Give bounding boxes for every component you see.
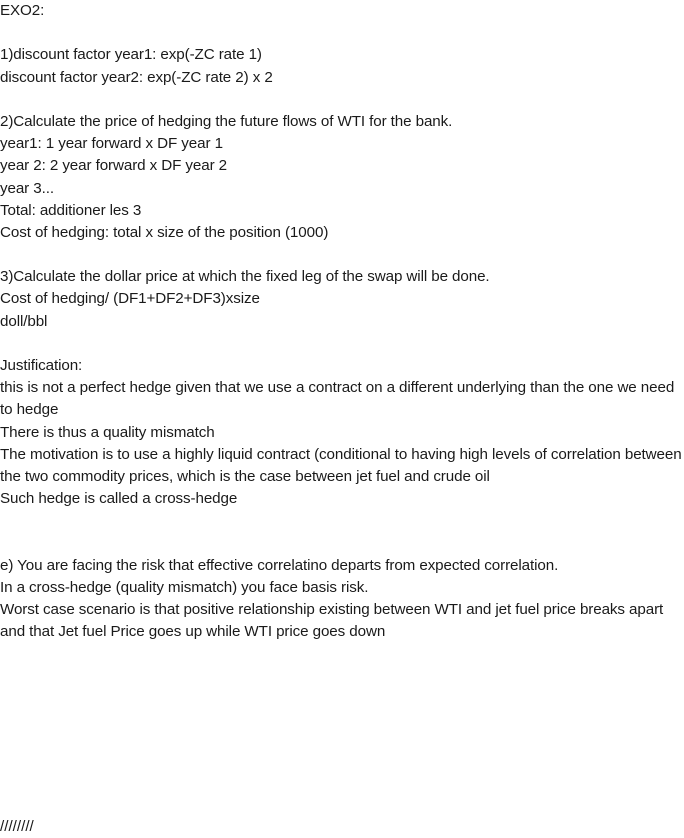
section-e-paragraph-1: e) You are facing the risk that effective correlatino departs from expected correlation.	[0, 556, 559, 574]
blank-line	[0, 89, 684, 111]
blank-line	[0, 244, 684, 266]
justification-heading: Justification:	[0, 357, 83, 374]
blank-line	[0, 533, 684, 555]
section2-line-5: Total: additioner les 3	[0, 201, 142, 219]
section3-line-2: Cost of hedging/ (DF1+DF2+DF3)xsize	[0, 290, 260, 308]
section-e-paragraph-3: Worst case scenario is that positive relationship existing between WTI and jet fuel price breaks apart and that Jet fuel Price goes up while WTI price goes down	[0, 601, 664, 641]
section2-line-4: year 3...	[0, 179, 54, 197]
section3-line-1: 3)Calculate the dollar price at which the fixed leg of the swap will be done.	[0, 268, 490, 286]
section1-line-1: 1)discount factor year1: exp(-ZC rate 1)	[0, 46, 262, 64]
justification-paragraph-1: this is not a perfect hedge given that we use a contract on a different underlying than the one we need to hedge	[0, 379, 675, 419]
blank-line	[0, 510, 684, 532]
section-e-paragraph-2: In a cross-hedge (quality mismatch) you face basis risk.	[0, 578, 369, 596]
justification-paragraph-4: Such hedge is called a cross-hedge	[0, 490, 238, 508]
footer-slashes: ////////	[0, 818, 34, 835]
section3-line-3: doll/bbl	[0, 312, 48, 330]
section2-line-6: Cost of hedging: total x size of the position (1000)	[0, 223, 329, 241]
doc-title: EXO2:	[0, 2, 45, 19]
blank-line	[0, 333, 684, 355]
justification-paragraph-3: The motivation is to use a highly liquid contract (conditional to having high levels of correlation between the two commodity prices, which is the case between jet fuel and crude oil	[0, 445, 682, 485]
section2-line-3: year 2: 2 year forward x DF year 2	[0, 157, 228, 175]
justification-paragraph-2: There is thus a quality mismatch	[0, 423, 215, 441]
section2-line-2: year1: 1 year forward x DF year 1	[0, 135, 223, 153]
section1-line-2: discount factor year2: exp(-ZC rate 2) x 2	[0, 68, 273, 86]
section2-line-1: 2)Calculate the price of hedging the future flows of WTI for the bank.	[0, 112, 453, 130]
blank-line	[0, 22, 684, 44]
